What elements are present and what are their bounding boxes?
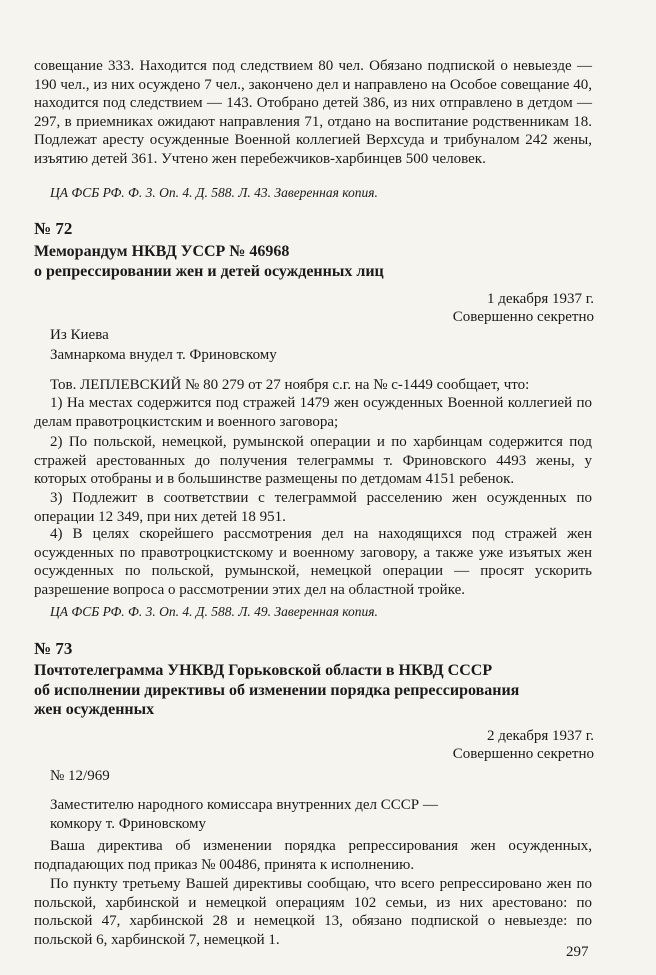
doc72-archive-citation: ЦА ФСБ РФ. Ф. 3. Оп. 4. Д. 588. Л. 49. Заверенная копия. — [50, 604, 378, 619]
doc73-title-line1: Почтотелеграмма УНКВД Горьковской области в НКВД СССР — [34, 662, 493, 679]
doc73-date: 2 декабря 1937 г. — [487, 728, 594, 744]
doc73-ref-number: № 12/969 — [50, 768, 110, 784]
doc72-date: 1 декабря 1937 г. — [487, 291, 594, 307]
doc72-title-line1: Меморандум НКВД УССР № 46968 — [34, 243, 290, 260]
doc73-number: № 73 — [34, 639, 73, 658]
doc73-addressee-line2: комкору т. Фриновскому — [50, 815, 207, 832]
intro-paragraph: совещание 333. Находится под следствием 80 чел. Обязано подпиской о невыезде — 190 чел., из них осуждено 7 чел., закончено дел и направлено на Особое совещание 40, находится под следствием — 143. Отобрано детей 386, из них отправлено в детдом — 297, в приемниках ожидают направления 71, отдано на воспитание родственникам 18. Подлежат аресту осужденные Военной коллегией Верхсуда и трибуналом 242 жены, изъятию детей 361. Учтено жен перебежчиков-харбинцев 500 человек. — [34, 58, 592, 167]
doc72-to: Замнаркома внудел т. Фриновскому — [50, 347, 277, 363]
doc73-title-line3: жен осужденных — [34, 701, 155, 718]
doc73-classification: Совершенно секретно — [452, 746, 594, 762]
doc72-title-line2: о репрессировании жен и детей осужденных лиц — [34, 262, 384, 280]
doc73-addressee-line1: Заместителю народного комиссара внутренних дел СССР — — [50, 797, 438, 813]
doc73-addressee — [50, 796, 590, 833]
doc72-body-item2: 2) По польской, немецкой, румынской операции и по харбинцам содержится под стражей арестованных до получения телеграммы т. Фриновского 4493 жены, у которых отобраны и в большинстве размещены по детдомам 4151 ребенок. — [34, 434, 592, 487]
doc72-number: № 72 — [34, 219, 73, 238]
page-number: 297 — [566, 944, 589, 960]
doc72-classification: Совершенно секретно — [452, 309, 594, 325]
doc73-body-para1: Ваша директива об изменении порядка репрессирования жен осужденных, подпадающих под приказ № 00486, принята к исполнению. — [34, 838, 592, 873]
doc73-title-line2: об исполнении директивы об изменении порядка репрессирования — [34, 681, 520, 699]
doc72-body-item1: 1) На местах содержится под стражей 1479 жен осужденных Военной коллегией по делам правотроцкистским и военного заговора; — [34, 395, 592, 430]
doc72-from: Из Киева — [50, 327, 109, 343]
doc73-title — [34, 661, 604, 720]
doc73-body-para2: По пункту третьему Вашей директивы сообщаю, что всего репрессировано жен по польской, харбинской и немецкой операциям 102 семьи, из них арестовано: по польской 47, харбинской 28 и немецкой 13, обязано подпиской о невыезде: по польской 6, харбинской 7, немецкой 1. — [34, 876, 592, 948]
doc72-body-item3: 3) Подлежит в соответствии с телеграммой расселению жен осужденных по операции 12 349, при них детей 18 951. — [34, 490, 592, 525]
doc72-title — [34, 242, 604, 281]
doc72-body-item4: 4) В целях скорейшего рассмотрения дел на находящихся под стражей жен осужденных по правотроцкистскому и военному заговору, а также уже изъятых жен осужденных по польской, румынской, немецкой операции — просят ускорить разрешение вопроса о рассмотрении этих дел на областной тройке. — [34, 526, 592, 598]
doc72-body-intro: Тов. ЛЕПЛЕВСКИЙ № 80 279 от 27 ноября с.г. на № с-1449 сообщает, что: — [50, 377, 530, 393]
intro-archive-citation: ЦА ФСБ РФ. Ф. 3. Оп. 4. Д. 588. Л. 43. Заверенная копия. — [50, 185, 378, 200]
